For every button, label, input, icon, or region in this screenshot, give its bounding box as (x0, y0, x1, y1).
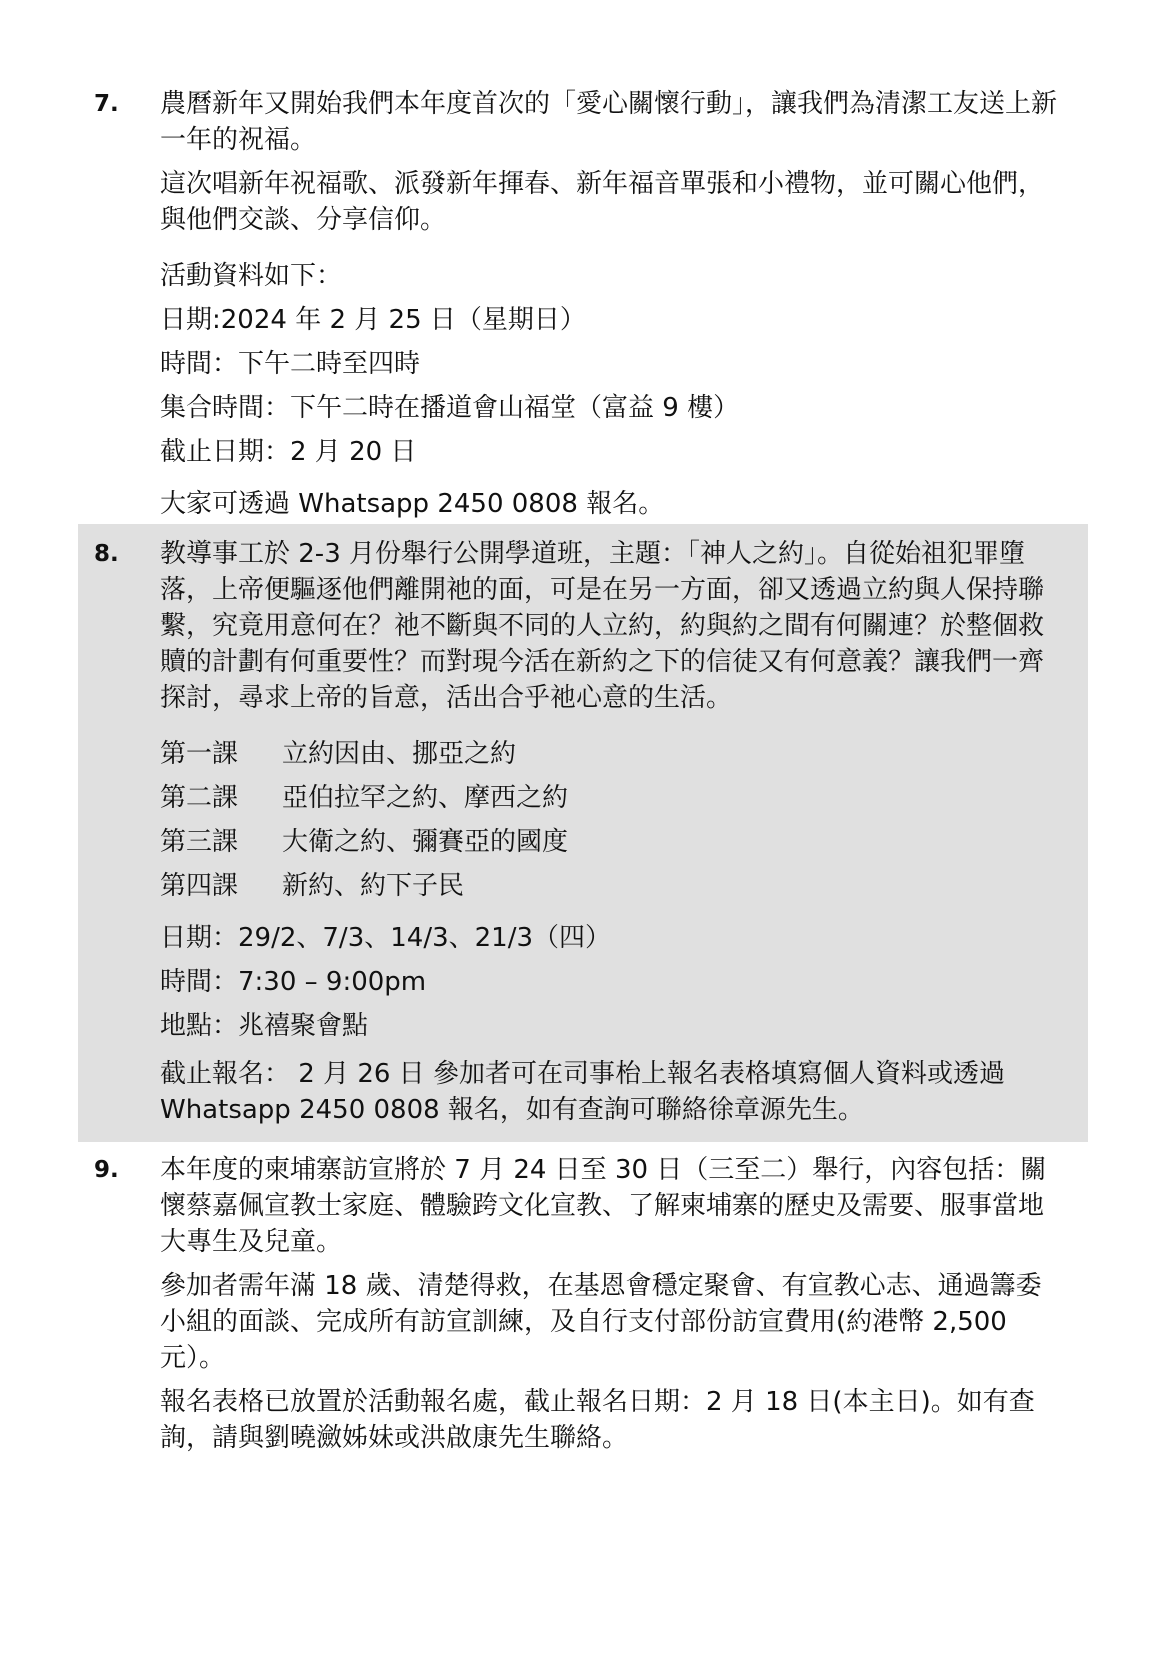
class-time: 時間：7:30 – 9:00pm (160, 967, 427, 997)
lesson-title: 立約因由、挪亞之約 (282, 739, 517, 769)
lesson-label: 第四課 (160, 871, 239, 901)
lesson-item (160, 776, 1060, 820)
lesson-title: 大衛之約、彌賽亞的國度 (282, 827, 569, 857)
meeting-time: 集合時間：下午二時在播道會山福堂（富益 9 樓） (160, 393, 740, 423)
registration-info: 報名表格已放置於活動報名處，截止報名日期：2 月 18 日(本主日)。如有查詢，請與劉曉瀲姊妹或洪啟康先生聯絡。 (160, 1387, 1035, 1453)
lesson-item (160, 732, 1060, 776)
class-date: 日期：29/2、7/3、14/3、21/3（四） (160, 923, 612, 953)
item-7 (78, 86, 1088, 526)
lesson-title: 亞伯拉罕之約、摩西之約 (282, 783, 569, 813)
item-7-intro: 農曆新年又開始我們本年度首次的「愛心關懷行動」，讓我們為清潔工友送上新一年的祝福。 (160, 89, 1058, 155)
lesson-item (160, 864, 1060, 908)
lesson-label: 第二課 (160, 783, 239, 813)
item-9 (78, 1152, 1088, 1456)
lesson-label: 第一課 (160, 739, 239, 769)
lesson-title: 新約、約下子民 (282, 871, 465, 901)
class-place: 地點：兆禧聚會點 (160, 1011, 369, 1041)
lesson-item (160, 820, 1060, 864)
lesson-label: 第三課 (160, 827, 239, 857)
requirements: 參加者需年滿 18 歲、清楚得救，在基恩會穩定聚會、有宣教心志、通過籌委小組的面談、完成所有訪宣訓練，及自行支付部份訪宣費用(約港幣 2,500 元）。 (160, 1271, 1042, 1373)
item-8-intro: 教導事工於 2-3 月份舉行公開學道班，主題：「神人之約」。自從始祖犯罪墮落，上帝便驅逐他們離開祂的面，可是在另一方面，卻又透過立約與人保持聯繫，究竟用意何在？祂不斷與不同的人立約，約與約之間有何關連？於整個救贖的計劃有何重要性？而對現今活在新約之下的信徒又有何意義？讓我們一齊探討，尋求上帝的旨意，活出合乎祂心意的生活。 (160, 539, 1045, 713)
item-number: 8. (94, 541, 119, 567)
event-time: 時間：下午二時至四時 (160, 349, 421, 379)
event-date: 日期:2024 年 2 月 25 日（星期日） (160, 305, 586, 335)
item-number: 9. (94, 1157, 119, 1183)
item-number: 7. (94, 91, 119, 117)
registration-info: 截止報名： 2 月 26 日 參加者可在司事枱上報名表格填寫個人資料或透過 Whatsapp 2450 0808 報名，如有查詢可聯絡徐章源先生。 (160, 1059, 1005, 1125)
info-heading: 活動資料如下： (160, 261, 343, 291)
lesson-list (160, 732, 1060, 908)
deadline: 截止日期：2 月 20 日 (160, 437, 417, 467)
registration-info: 大家可透過 Whatsapp 2450 0808 報名。 (160, 489, 665, 519)
item-9-intro: 本年度的柬埔寨訪宣將於 7 月 24 日至 30 日（三至二）舉行，內容包括：關懷蔡嘉佩宣教士家庭、體驗跨文化宣教、了解柬埔寨的歷史及需要、服事當地大專生及兒童。 (160, 1155, 1047, 1257)
item-7-description: 這次唱新年祝福歌、派發新年揮春、新年福音單張和小禮物，並可關心他們，與他們交談、分享信仰。 (160, 169, 1045, 235)
item-8 (78, 524, 1088, 1142)
